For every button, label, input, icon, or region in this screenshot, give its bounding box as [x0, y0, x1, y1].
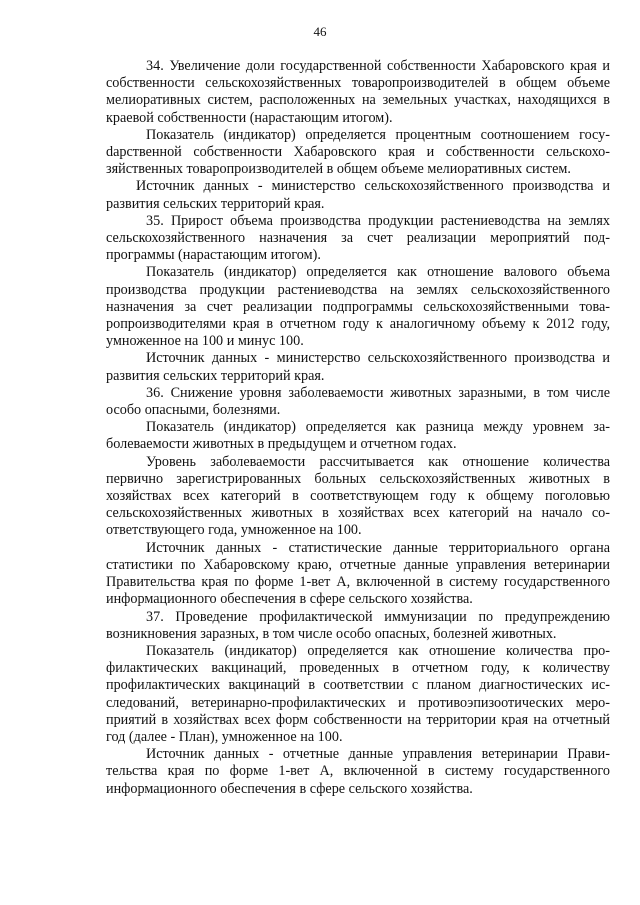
document-body [106, 58, 610, 798]
paragraph-indicator-35: 35. Прирост объема производства продукции растениеводства на землях сельскохозяйственного назначения за счет реализации мероприятий подпрограммы (нарастающим итогом). [106, 212, 610, 264]
page-number: 46 [313, 24, 327, 39]
paragraph-indicator-36-source: Источник данных - статистические данные территориального органа статистики по Хабаровскому краю, отчетные данные управления ветеринарии Правительства края по форме 1-вет А, включенной в систему государственного информационного обеспечения в сфере сельского хозяйства. [106, 539, 610, 608]
paragraph-indicator-36-calculation: Уровень заболеваемости рассчитывается как отношение количества первично зарегистрированных больных сельскохозяйственных животных в хозяйствах всех категорий в соответствующем году к общему поголовью сельскохозяйственных животных в хозяйствах всех категорий на начало соответствующего года, умноженное на 100. [106, 453, 610, 539]
paragraph-indicator-37-definition: Показатель (индикатор) определяется как отношение количества профилактических вакцинаций, проведенных в отчетном году, к количеству профилактических вакцинаций в соответствии с планом диагностических исследований, ветеринарно-профилактических и противоэпизоотических мероприятий в хозяйствах всех форм собственности на территории края на отчетный год (далее - План), умноженное на 100. [106, 642, 610, 745]
paragraph-indicator-36: 36. Снижение уровня заболеваемости животных заразными, в том числе особо опасными, болезнями. [106, 384, 610, 419]
paragraph-indicator-37-source: Источник данных - отчетные данные управления ветеринарии Правительства края по форме 1-вет А, включенной в систему государственного информационного обеспечения в сфере сельского хозяйства. [106, 746, 610, 797]
paragraph-indicator-34: 34. Увеличение доли государственной собственности Хабаровского края и собственности сельскохозяйственных товаропроизводителей в общем объеме мелиоративных систем, расположенных на земельных участках, находящихся в краевой собственности (нарастающим итогом). [106, 58, 610, 126]
paragraph-indicator-34-definition: Показатель (индикатор) определяется процентным соотношением госуdарственной собственности Хабаровского края и собственности сельскохозяйственных товаропроизводителей в общем объеме мелиоративных систем. [106, 126, 610, 178]
paragraph-indicator-35-definition: Показатель (индикатор) определяется как отношение валового объема производства продукции растениеводства на землях сельскохозяйственного назначения за счет реализации подпрограммы сельскохозяйственными товаропроизводителями края в отчетном году к аналогичному объему к 2012 году, умноженное на 100 и минус 100. [106, 264, 610, 350]
paragraph-indicator-34-source: Источник данных - министерство сельскохозяйственного производства и развития сельских территорий края. [106, 178, 610, 212]
paragraph-indicator-37: 37. Проведение профилактической иммунизации по предупреждению возникновения заразных, в том числе особо опасных, болезней животных. [106, 608, 610, 642]
paragraph-indicator-35-source: Источник данных - министерство сельскохозяйственного производства и развития сельских территорий края. [106, 350, 610, 384]
paragraph-indicator-36-definition: Показатель (индикатор) определяется как разница между уровнем заболеваемости животных в предыдущем и отчетном годах. [106, 419, 610, 453]
